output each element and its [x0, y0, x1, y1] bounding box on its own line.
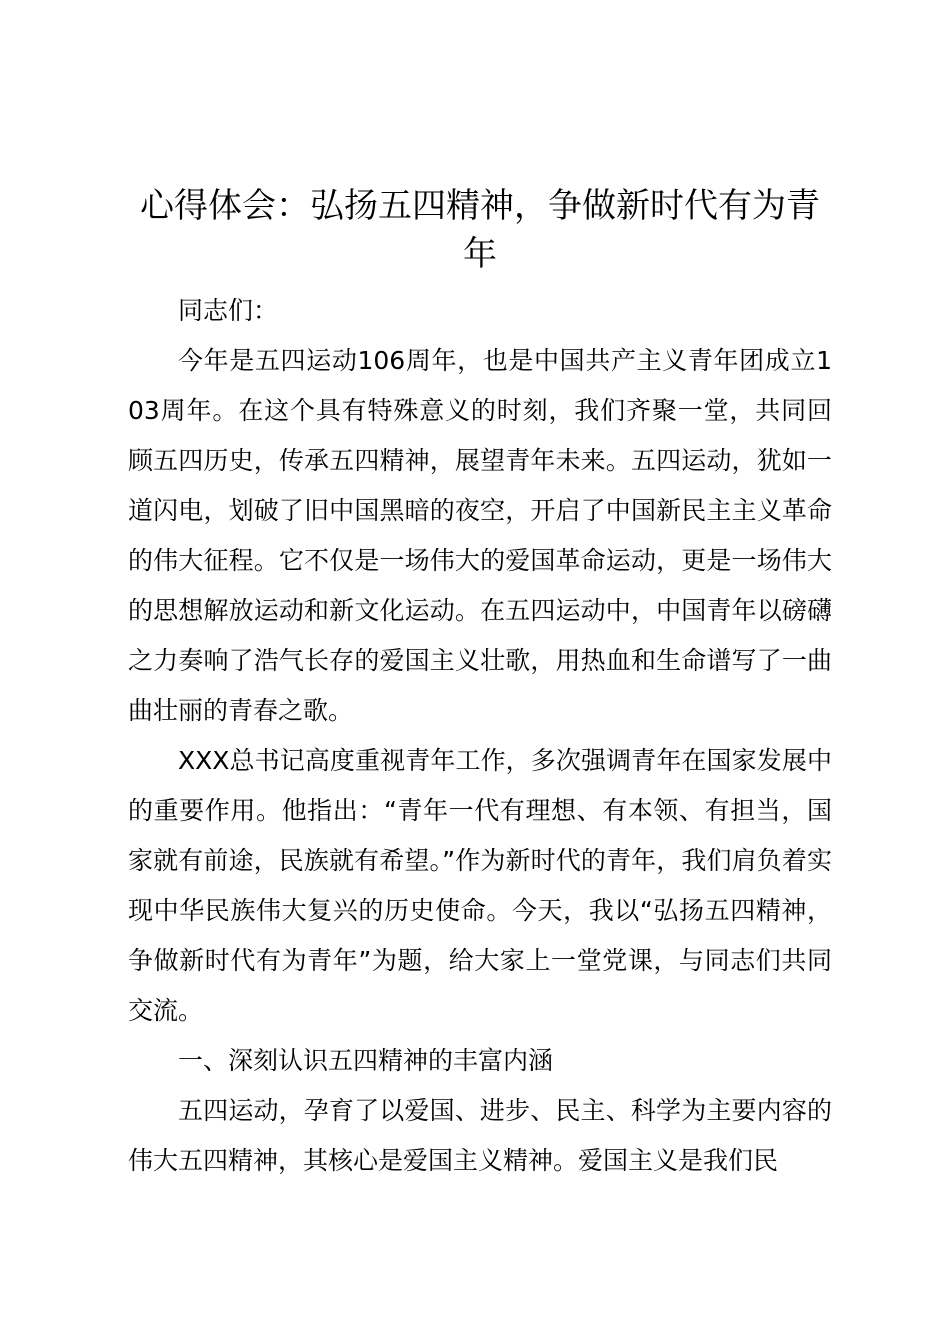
document-title: 心得体会：弘扬五四精神，争做新时代有为青年 [140, 186, 820, 274]
paragraph-1: 今年是五四运动106周年，也是中国共产主义青年团成立103周年。在这个具有特殊意义的时刻，我们齐聚一堂，共同回顾五四历史，传承五四精神，展望青年未来。五四运动，犹如一道闪电，划破了旧中国黑暗的夜空，开启了中国新民主主义革命的伟大征程。它不仅是一场伟大的爱国革命运动，更是一场伟大的思想解放运动和新文化运动。在五四运动中，中国青年以磅礴之力奏响了浩气长存的爱国主义壮歌，用热血和生命谱写了一曲曲壮丽的青春之歌。 [128, 346, 832, 725]
section-paragraph: 五四运动，孕育了以爱国、进步、民主、科学为主要内容的伟大五四精神，其核心是爱国主义精神。爱国主义是我们民 [128, 1096, 832, 1175]
document-body [128, 182, 832, 1186]
greeting: 同志们： [178, 296, 279, 325]
paragraph-2: XXX总书记高度重视青年工作，多次强调青年在国家发展中的重要作用。他指出：“青年一代有理想、有本领、有担当，国家就有前途，民族就有希望。”作为新时代的青年，我们肩负着实现中华民族伟大复兴的历史使命。今天，我以“弘扬五四精神，争做新时代有为青年”为题，给大家上一堂党课，与同志们共同交流。 [128, 746, 832, 1025]
section-heading: 一、深刻认识五四精神的丰富内涵 [178, 1046, 554, 1075]
